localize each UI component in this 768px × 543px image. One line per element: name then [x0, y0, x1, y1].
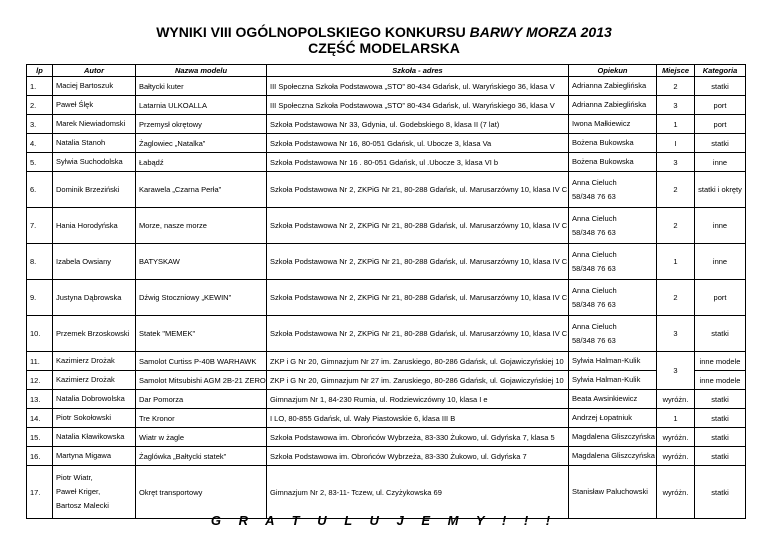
cell-opiekun	[569, 96, 657, 115]
cell-autor-line: Piotr Sokołowski	[56, 413, 112, 422]
cell-kategoria: statki	[695, 409, 746, 428]
cell-kategoria: statki	[695, 77, 746, 96]
cell-lp: 14.	[27, 409, 53, 428]
title-main: WYNIKI VIII OGÓLNOPOLSKIEGO KONKURSU	[156, 24, 470, 40]
cell-opiekun-line: Bożena Bukowska	[572, 157, 634, 166]
cell-opiekun-line: Anna Cieluch	[572, 177, 617, 187]
cell-opiekun	[569, 371, 657, 390]
cell-kategoria: statki	[695, 316, 746, 352]
cell-autor-line: Martyna Migawa	[56, 451, 112, 460]
cell-miejsce: wyróżn.	[657, 428, 695, 447]
cell-opiekun	[569, 208, 657, 244]
cell-model: Wiatr w żagle	[136, 428, 267, 447]
cell-szkola: Gimnazjum Nr 2, 83-11- Tczew, ul. Czyżykowska 69	[267, 466, 569, 519]
cell-autor	[53, 428, 136, 447]
cell-opiekun-line: Anna Cieluch	[572, 321, 617, 331]
table-row	[27, 172, 746, 208]
cell-autor	[53, 316, 136, 352]
cell-miejsce: 3	[657, 153, 695, 172]
cell-model: Żaglowiec „Natalka”	[136, 134, 267, 153]
cell-szkola: Szkoła Podstawowa Nr 2, ZKPiG Nr 21, 80-288 Gdańsk, ul. Marusarzówny 10, klasa IV C	[267, 208, 569, 244]
cell-autor	[53, 134, 136, 153]
cell-miejsce: 2	[657, 208, 695, 244]
table-row	[27, 409, 746, 428]
cell-model: Karawela „Czarna Perła”	[136, 172, 267, 208]
cell-lp: 17.	[27, 466, 53, 519]
cell-opiekun	[569, 115, 657, 134]
cell-szkola: Szkoła Podstawowa Nr 2, ZKPiG Nr 21, 80-288 Gdańsk, ul. Marusarzówny 10, klasa IV C	[267, 280, 569, 316]
cell-miejsce: wyróżn.	[657, 466, 695, 519]
cell-miejsce: 2	[657, 280, 695, 316]
cell-szkola: Szkoła Podstawowa Nr 2, ZKPiG Nr 21, 80-288 Gdańsk, ul. Marusarzówny 10, klasa IV C	[267, 316, 569, 352]
table-row	[27, 466, 746, 519]
cell-opiekun-line: 58/348 76 63	[572, 335, 616, 345]
cell-model: Samolot Mitsubishi AGM 2B-21 ZERO	[136, 371, 267, 390]
table-row	[27, 280, 746, 316]
cell-opiekun	[569, 316, 657, 352]
table-row	[27, 153, 746, 172]
cell-kategoria: port	[695, 280, 746, 316]
cell-opiekun	[569, 172, 657, 208]
cell-autor-line: Dominik Brzeziński	[56, 184, 120, 194]
cell-model: Samolot Curtiss P-40B WARHAWK	[136, 352, 267, 371]
cell-kategoria: inne modele	[695, 352, 746, 371]
cell-szkola: ZKP i G Nr 20, Gimnazjum Nr 27 im. Zaruskiego, 80-286 Gdańsk, ul. Gojawiczyńskiej 10	[267, 352, 569, 371]
header-opiekun: Opiekun	[569, 65, 657, 77]
cell-autor-line: Kazimierz Drożak	[56, 356, 115, 365]
cell-kategoria: statki	[695, 447, 746, 466]
cell-opiekun-line: Andrzej Łopatniuk	[572, 413, 633, 422]
table-row	[27, 316, 746, 352]
cell-lp: 1.	[27, 77, 53, 96]
cell-szkola: Szkoła Podstawowa Nr 2, ZKPiG Nr 21, 80-288 Gdańsk, ul. Marusarzówny 10, klasa IV C	[267, 244, 569, 280]
cell-miejsce: I	[657, 134, 695, 153]
cell-opiekun-line: Magdalena Gliszczyńska	[572, 451, 655, 460]
cell-szkola: III Społeczna Szkoła Podstawowa „STO” 80-434 Gdańsk, ul. Waryńskiego 36, klasa V	[267, 77, 569, 96]
cell-opiekun-line: Anna Cieluch	[572, 249, 617, 259]
cell-miejsce: 2	[657, 77, 695, 96]
cell-kategoria: statki	[695, 428, 746, 447]
cell-model: BATYSKAW	[136, 244, 267, 280]
cell-kategoria: inne	[695, 244, 746, 280]
cell-autor	[53, 115, 136, 134]
cell-autor-line: Sylwia Suchodolska	[56, 157, 123, 166]
header-model: Nazwa modelu	[136, 65, 267, 77]
cell-kategoria: inne	[695, 153, 746, 172]
cell-kategoria: port	[695, 115, 746, 134]
cell-model: Łabądź	[136, 153, 267, 172]
cell-lp: 6.	[27, 172, 53, 208]
header-miejsce: Miejsce	[657, 65, 695, 77]
cell-opiekun	[569, 280, 657, 316]
cell-opiekun-line: 58/348 76 63	[572, 191, 616, 201]
cell-autor	[53, 208, 136, 244]
cell-autor-line: Przemek Brzoskowski	[56, 328, 130, 338]
cell-kategoria: statki	[695, 466, 746, 519]
cell-opiekun-line: Sylwia Halman-Kulik	[572, 356, 641, 365]
cell-miejsce: 3	[657, 352, 695, 390]
cell-autor-line: Natalia Stanoh	[56, 138, 106, 147]
table-row	[27, 134, 746, 153]
cell-miejsce: 3	[657, 96, 695, 115]
cell-autor-line: Justyna Dąbrowska	[56, 292, 122, 302]
cell-kategoria: inne	[695, 208, 746, 244]
cell-opiekun	[569, 466, 657, 519]
cell-lp: 5.	[27, 153, 53, 172]
page-subtitle: CZĘŚĆ MODELARSKA	[308, 40, 460, 56]
cell-szkola: I LO, 80-855 Gdańsk, ul. Wały Piastowskie 6, klasa III B	[267, 409, 569, 428]
table-row	[27, 428, 746, 447]
cell-kategoria: port	[695, 96, 746, 115]
cell-lp: 12.	[27, 371, 53, 390]
cell-kategoria: statki	[695, 134, 746, 153]
cell-opiekun	[569, 134, 657, 153]
cell-autor-line: Piotr Wiatr,	[56, 473, 93, 482]
table-row	[27, 77, 746, 96]
cell-miejsce: wyróżn.	[657, 390, 695, 409]
cell-model: Statek "MEMEK"	[136, 316, 267, 352]
table-row	[27, 390, 746, 409]
cell-opiekun-line: Anna Cieluch	[572, 213, 617, 223]
cell-autor-line: Marek Niewiadomski	[56, 119, 126, 128]
cell-szkola: ZKP i G Nr 20, Gimnazjum Nr 27 im. Zaruskiego, 80-286 Gdańsk, ul. Gojawiczyńskiej 10	[267, 371, 569, 390]
cell-opiekun-line: Sylwia Halman-Kulik	[572, 375, 641, 384]
cell-model: Dar Pomorza	[136, 390, 267, 409]
cell-opiekun	[569, 390, 657, 409]
cell-szkola: Gimnazjum Nr 1, 84-230 Rumia, ul. Rodziewiczówny 10, klasa I e	[267, 390, 569, 409]
cell-opiekun-line: 58/348 76 63	[572, 227, 616, 237]
cell-opiekun-line: Beata Awsinkiewicz	[572, 394, 638, 403]
cell-opiekun-line: Stanisław Paluchowski	[572, 487, 648, 496]
cell-szkola: Szkoła Podstawowa Nr 16, 80-051 Gdańsk, ul. Ubocze 3, klasa Va	[267, 134, 569, 153]
table-row	[27, 371, 746, 390]
cell-kategoria: inne modele	[695, 371, 746, 390]
table-row	[27, 447, 746, 466]
cell-autor	[53, 244, 136, 280]
cell-autor	[53, 77, 136, 96]
cell-model: Latarnia ULKOALLA	[136, 96, 267, 115]
cell-lp: 3.	[27, 115, 53, 134]
cell-opiekun-line: Anna Cieluch	[572, 285, 617, 295]
header-lp: lp	[27, 65, 53, 77]
cell-lp: 4.	[27, 134, 53, 153]
cell-opiekun	[569, 153, 657, 172]
cell-miejsce: wyróżn.	[657, 447, 695, 466]
cell-autor	[53, 96, 136, 115]
cell-kategoria: statki	[695, 390, 746, 409]
cell-model: Przemysł okrętowy	[136, 115, 267, 134]
cell-kategoria: statki i okręty	[695, 172, 746, 208]
title-contest-name: BARWY MORZA 2013	[469, 24, 612, 40]
cell-lp: 10.	[27, 316, 53, 352]
cell-opiekun-line: Bożena Bukowska	[572, 138, 634, 147]
cell-miejsce: 3	[657, 316, 695, 352]
cell-model: Tre Kronor	[136, 409, 267, 428]
cell-szkola: Szkoła Podstawowa Nr 33, Gdynia, ul. Godebskiego 8, klasa II (7 lat)	[267, 115, 569, 134]
results-table	[26, 64, 746, 519]
cell-miejsce: 1	[657, 244, 695, 280]
page-title	[0, 24, 768, 40]
table-row	[27, 244, 746, 280]
cell-autor	[53, 153, 136, 172]
cell-opiekun	[569, 77, 657, 96]
cell-autor	[53, 409, 136, 428]
cell-model: Dźwig Stoczniowy „KEWIN”	[136, 280, 267, 316]
cell-autor-line: Maciej Bartoszuk	[56, 81, 114, 90]
cell-autor-line: Kazimierz Drożak	[56, 375, 115, 384]
header-autor: Autor	[53, 65, 136, 77]
cell-szkola: Szkoła Podstawowa im. Obrońców Wybrzeża, 83-330 Żukowo, ul. Gdyńska 7, klasa 5	[267, 428, 569, 447]
cell-lp: 15.	[27, 428, 53, 447]
cell-lp: 11.	[27, 352, 53, 371]
cell-szkola: Szkoła Podstawowa im. Obrońców Wybrzeża, 83-330 Żukowo, ul. Gdyńska 7	[267, 447, 569, 466]
cell-model: Morze, nasze morze	[136, 208, 267, 244]
cell-opiekun	[569, 428, 657, 447]
cell-szkola: Szkoła Podstawowa Nr 2, ZKPiG Nr 21, 80-288 Gdańsk, ul. Marusarzówny 10, klasa IV C	[267, 172, 569, 208]
cell-autor	[53, 447, 136, 466]
cell-opiekun	[569, 409, 657, 428]
table-body	[27, 77, 746, 519]
cell-autor	[53, 466, 136, 519]
cell-miejsce: 1	[657, 409, 695, 428]
table-row	[27, 352, 746, 371]
cell-autor	[53, 371, 136, 390]
cell-autor-line: Paweł Ślęk	[56, 100, 94, 109]
header-kategoria: Kategoria	[695, 65, 746, 77]
cell-autor-line: Natalia Kławikowska	[56, 432, 125, 441]
cell-opiekun-line: Adrianna Zabieglińska	[572, 81, 647, 90]
cell-opiekun-line: 58/348 76 63	[572, 263, 616, 273]
table-row	[27, 115, 746, 134]
cell-lp: 2.	[27, 96, 53, 115]
cell-model: Okręt transportowy	[136, 466, 267, 519]
cell-opiekun-line: 58/348 76 63	[572, 299, 616, 309]
header-szkola: Szkoła - adres	[267, 65, 569, 77]
cell-autor-line: Izabela Owsiany	[56, 256, 112, 266]
cell-autor-line: Hania Horodyńska	[56, 220, 118, 230]
table-header-row	[27, 65, 746, 77]
cell-autor	[53, 390, 136, 409]
cell-szkola: Szkoła Podstawowa Nr 16 . 80-051 Gdańsk, ul .Ubocze 3, klasa VI b	[267, 153, 569, 172]
cell-model: Bałtycki kuter	[136, 77, 267, 96]
cell-lp: 13.	[27, 390, 53, 409]
cell-autor-line: Natalia Dobrowolska	[56, 394, 125, 403]
cell-opiekun	[569, 352, 657, 371]
cell-autor	[53, 172, 136, 208]
cell-lp: 7.	[27, 208, 53, 244]
cell-autor	[53, 352, 136, 371]
cell-opiekun-line: Adrianna Zabieglińska	[572, 100, 647, 109]
cell-opiekun-line: Iwona Małkiewicz	[572, 119, 631, 128]
cell-miejsce: 1	[657, 115, 695, 134]
cell-szkola: III Społeczna Szkoła Podstawowa „STO” 80-434 Gdańsk, ul. Waryńskiego 36, klasa V	[267, 96, 569, 115]
cell-autor	[53, 280, 136, 316]
cell-lp: 9.	[27, 280, 53, 316]
table-row	[27, 208, 746, 244]
cell-lp: 16.	[27, 447, 53, 466]
table-row	[27, 96, 746, 115]
cell-model: Żaglówka „Bałtycki statek”	[136, 447, 267, 466]
congratulations-footer: G R A T U L U J E M Y ! ! !	[210, 513, 558, 528]
cell-opiekun	[569, 447, 657, 466]
cell-lp: 8.	[27, 244, 53, 280]
cell-miejsce: 2	[657, 172, 695, 208]
cell-autor-line: Bartosz Malecki	[56, 501, 109, 510]
cell-autor-line: Paweł Kriger,	[56, 487, 101, 496]
cell-opiekun-line: Magdalena Gliszczyńska	[572, 432, 655, 441]
cell-opiekun	[569, 244, 657, 280]
